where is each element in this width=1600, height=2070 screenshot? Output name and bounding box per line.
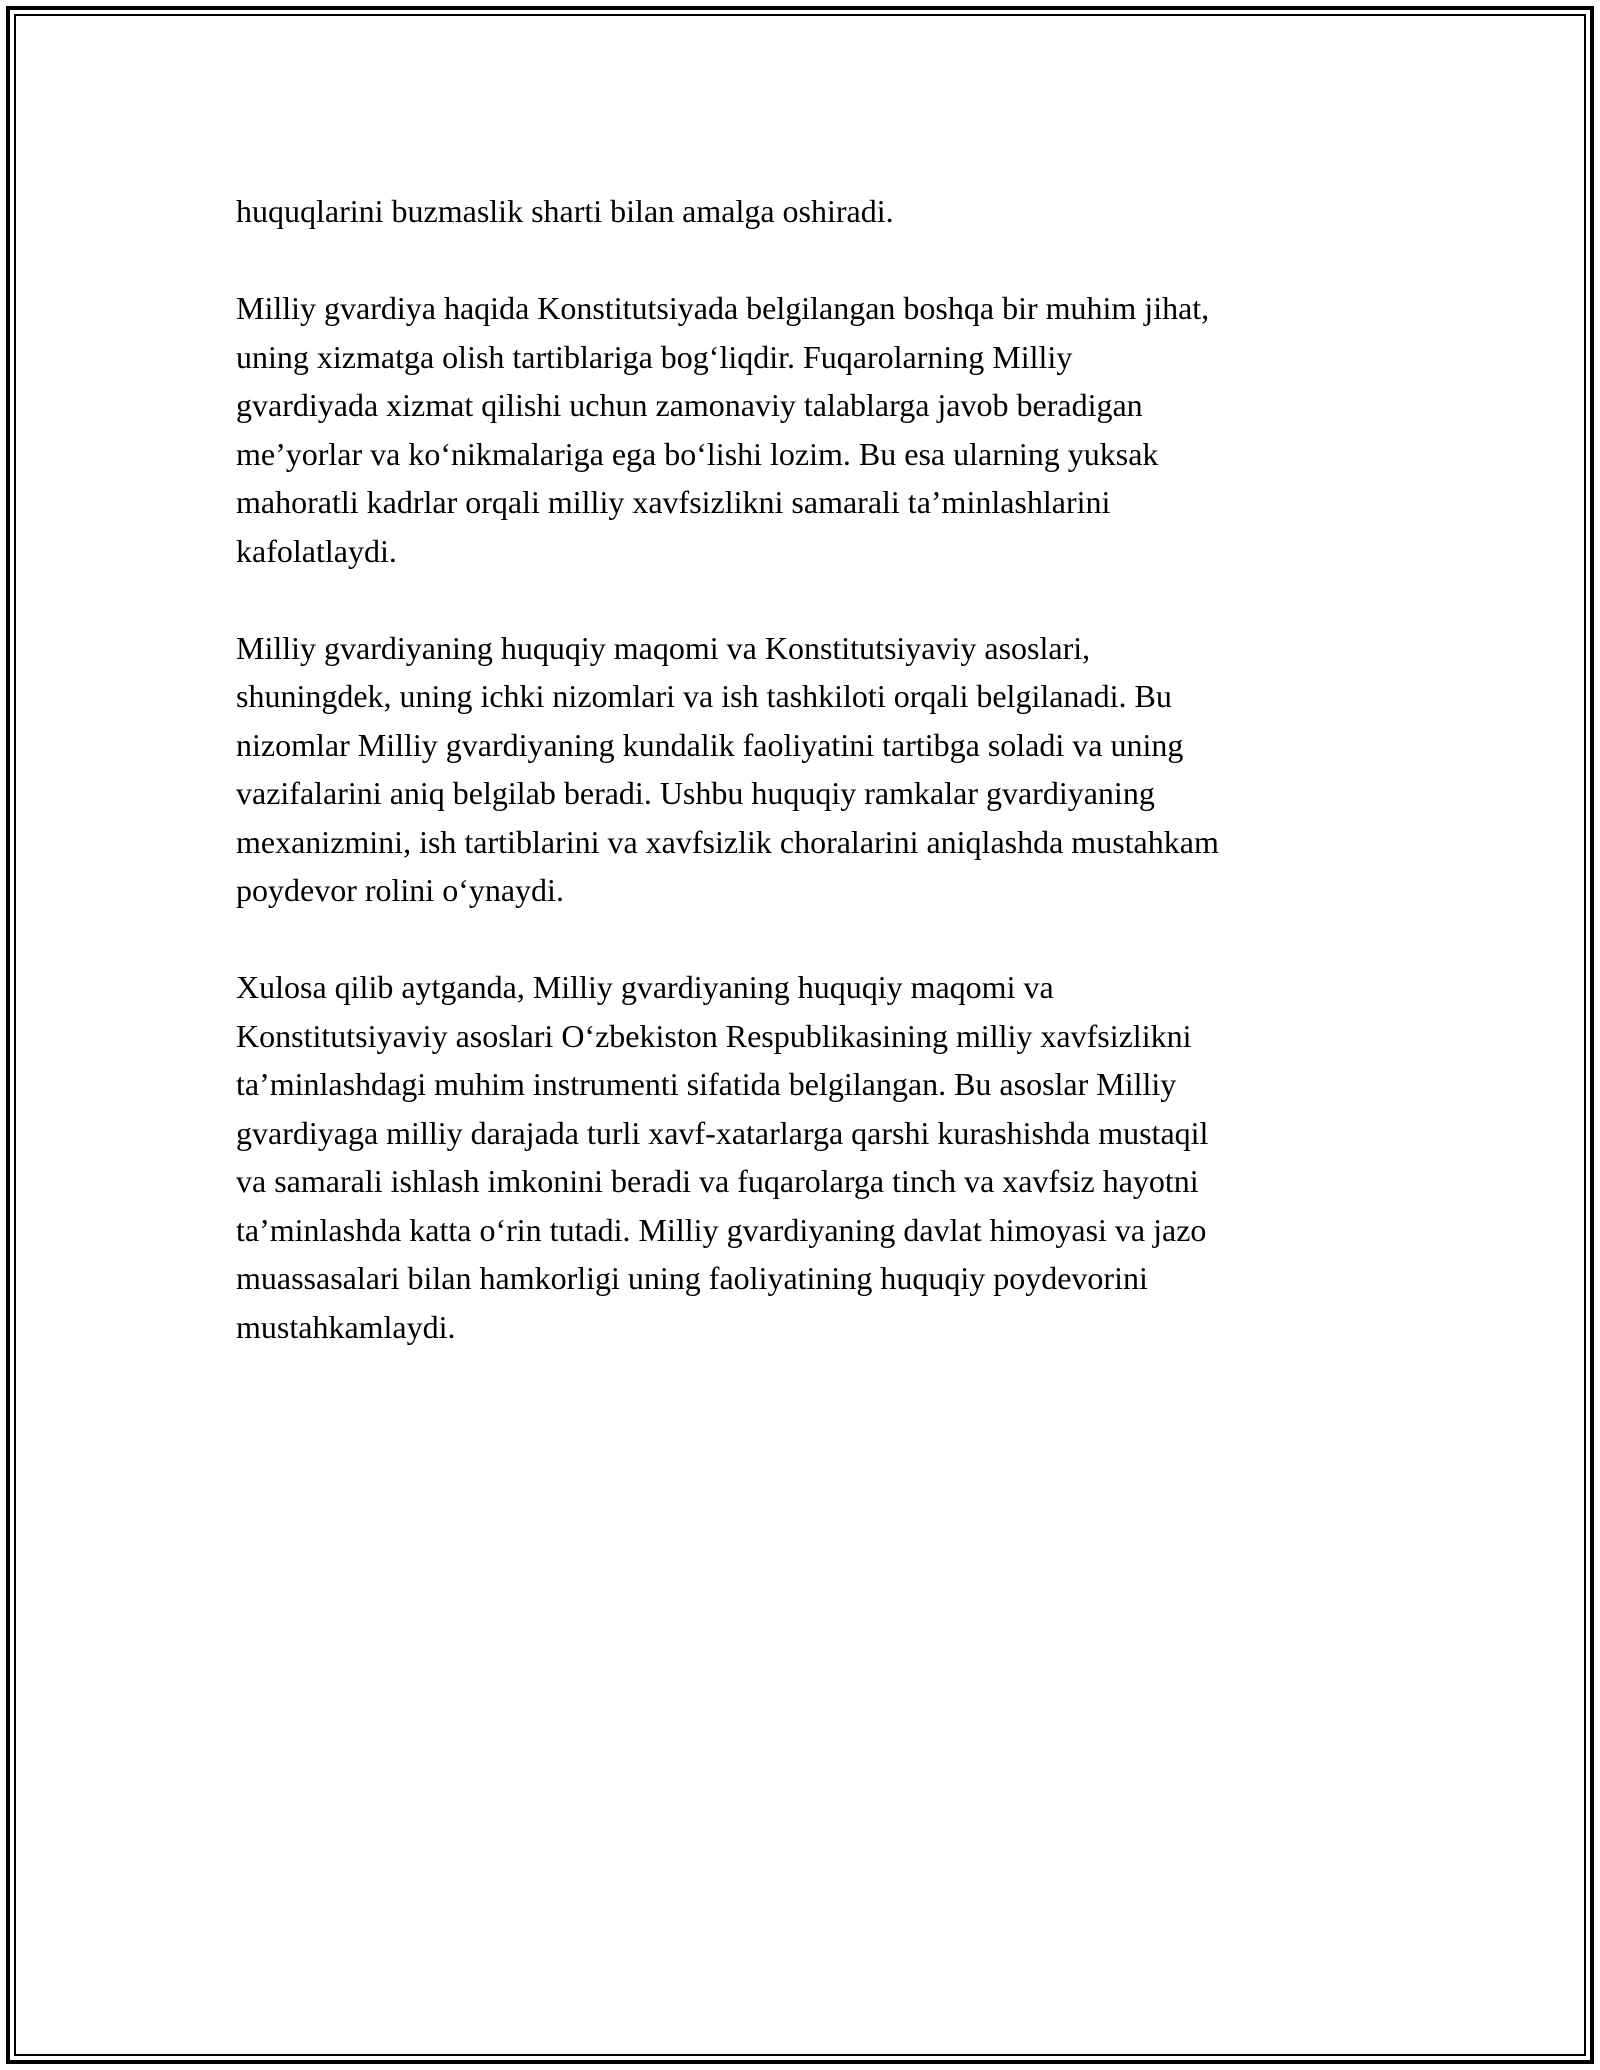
text-line: shuningdek, uning ichki nizomlari va ish tashkiloti orqali belgilanadi. Bu [236,678,1172,714]
text-line: mahoratli kadrlar orqali milliy xavfsizlikni samarali ta’minlashlarini [236,484,1111,520]
text-line: ta’minlashda katta o‘rin tutadi. Milliy gvardiyaning davlat himoyasi va jazo [236,1211,1207,1248]
document-body [236,187,1376,1400]
text-line: huquqlarini buzmaslik sharti bilan amalga oshiradi. [236,193,894,229]
text-line: gvardiyaga milliy darajada turli xavf-xatarlarga qarshi kurashishda mustaqil [236,1114,1209,1151]
paragraph-3 [236,624,1376,915]
text-line: poydevor rolini o‘ynaydi. [236,872,564,908]
text-line: muassasalari bilan hamkorligi uning faoliyatining huquqiy poydevorini [236,1260,1148,1296]
text-line: nizomlar Milliy gvardiyaning kundalik faoliyatini tartibga soladi va uning [236,726,1184,763]
paragraph-2 [236,284,1376,575]
text-line: uning xizmatga olish tartiblariga bog‘liqdir. Fuqarolarning Milliy [236,338,1073,375]
paragraph-4 [236,963,1376,1351]
text-line: me’yorlar va ko‘nikmalariga ega bo‘lishi lozim. Bu esa ularning yuksak [236,435,1159,472]
text-line: Milliy gvardiyaning huquqiy maqomi va Konstitutsiyaviy asoslari, [236,629,1091,666]
text-line: va samarali ishlash imkonini beradi va fuqarolarga tinch va xavfsiz hayotni [236,1163,1199,1199]
text-line: vazifalarini aniq belgilab beradi. Ushbu huquqiy ramkalar gvardiyaning [236,775,1155,811]
text-line: mexanizmini, ish tartiblarini va xavfsizlik choralarini aniqlashda mustahkam [236,823,1219,860]
text-line: Konstitutsiyaviy asoslari O‘zbekiston Respublikasining milliy xavfsizlikni [236,1017,1192,1054]
paragraph-1 [236,187,1376,236]
text-line: Xulosa qilib aytganda, Milliy gvardiyaning huquqiy maqomi va [236,969,1054,1005]
text-line: kafolatlaydi. [236,532,397,569]
text-line: gvardiyada xizmat qilishi uchun zamonaviy talablarga javob beradigan [236,387,1143,423]
text-line: ta’minlashdagi muhim instrumenti sifatida belgilangan. Bu asoslar Milliy [236,1066,1177,1102]
text-line: mustahkamlaydi. [236,1308,456,1345]
text-line: Milliy gvardiya haqida Konstitutsiyada belgilangan boshqa bir muhim jihat, [236,290,1210,326]
